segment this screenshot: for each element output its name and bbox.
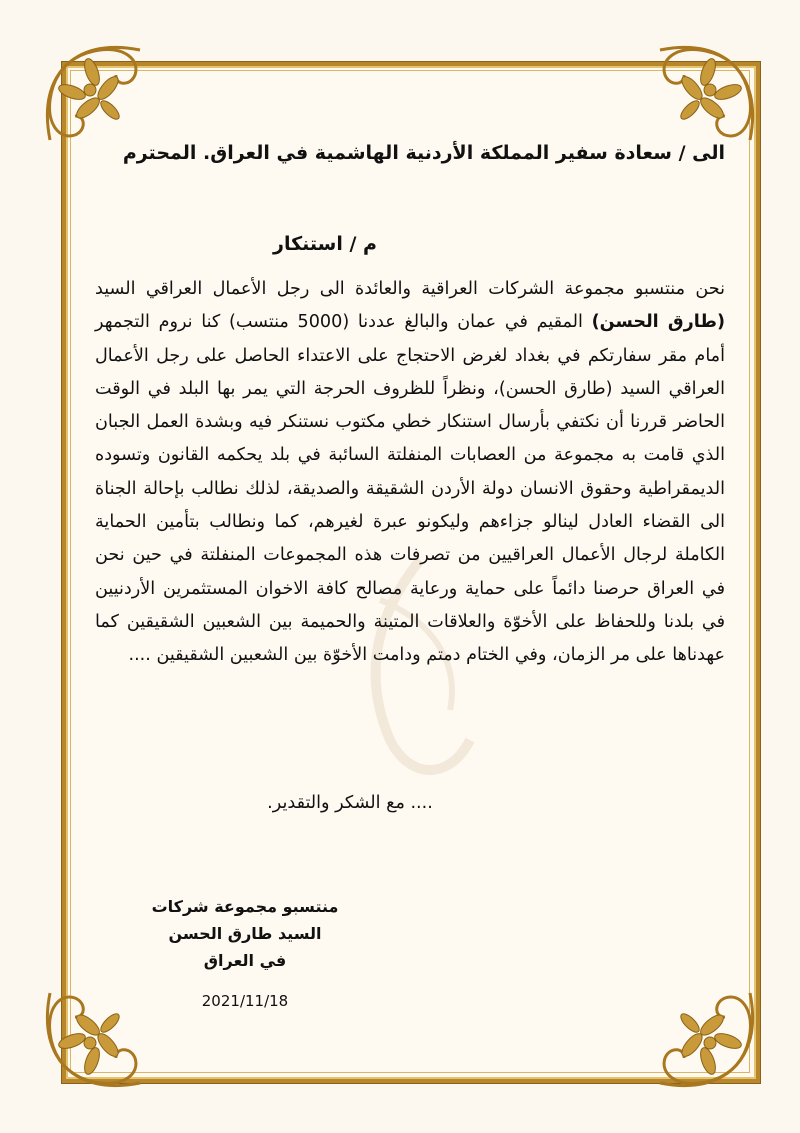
signature-line-3: في العراق	[203, 951, 287, 970]
closing-line: .... مع الشكر والتقدير.	[267, 793, 433, 813]
body-name-bold: (طارق الحسن)	[591, 312, 725, 333]
letter-body	[95, 273, 725, 673]
body-text-part2: المقيم في عمان والبالغ عددنا (5000 منتسب) كنا نروم التجمهر أمام مقر سفارتكم في بغداد لغرض الاحتجاج على الاعتداء الحاصل على رجل الأعمال العراقي السيد (طارق الحسن)، ونظراً للظروف الحرجة التي يمر بها البلد في الوقت الحاضر قررنا أن نكتفي بأرسال استنكار خطي مكتوب نستنكر فيه وبشدة العمل الجبان الذي قامت به مجموعة من العصابات المنفلتة السائبة في بلد يحكمه القانون وتسوده الديمقراطية وحقوق الانسان دولة الأردن الشقيقة والصديقة، لذلك نطالب بإحالة الجناة الى القضاء العادل لينالو جزاءهم وليكونو عبرة لغيرهم، كما ونطالب بتأمين الحماية الكاملة لرجال الأعمال العراقيين من تصرفات هذه المجموعات المنفلتة في حين نحن في العراق حرصنا دائماً على حماية ورعاية مصالح كافة الاخوان المستثمرين الأردنيين في بلدنا وللحفاظ على الأخوّة والعلاقات المتينة والحميمة بين الشعبين الشقيقين كما عهدناها على مر الزمان، وفي الختام دمتم ودامت الأخوّة بين الشعبين الشقيقين ....	[95, 312, 725, 666]
corner-ornament-top-right	[640, 30, 770, 160]
signature-line-2: السيد طارق الحسن	[168, 924, 322, 943]
subject-line: م / استنكار	[273, 233, 377, 255]
body-text-part1: نحن منتسبو مجموعة الشركات العراقية والعائدة الى رجل الأعمال العراقي السيد	[95, 279, 725, 299]
addressee-line: الى / سعادة سفير المملكة الأردنية الهاشمية في العراق. المحترم	[122, 142, 725, 164]
letter-date: 2021/11/18	[201, 992, 289, 1010]
corner-ornament-bottom-right	[640, 973, 770, 1103]
signature-line-1: منتسبو مجموعة شركات	[151, 897, 339, 916]
corner-ornament-top-left	[30, 30, 160, 160]
